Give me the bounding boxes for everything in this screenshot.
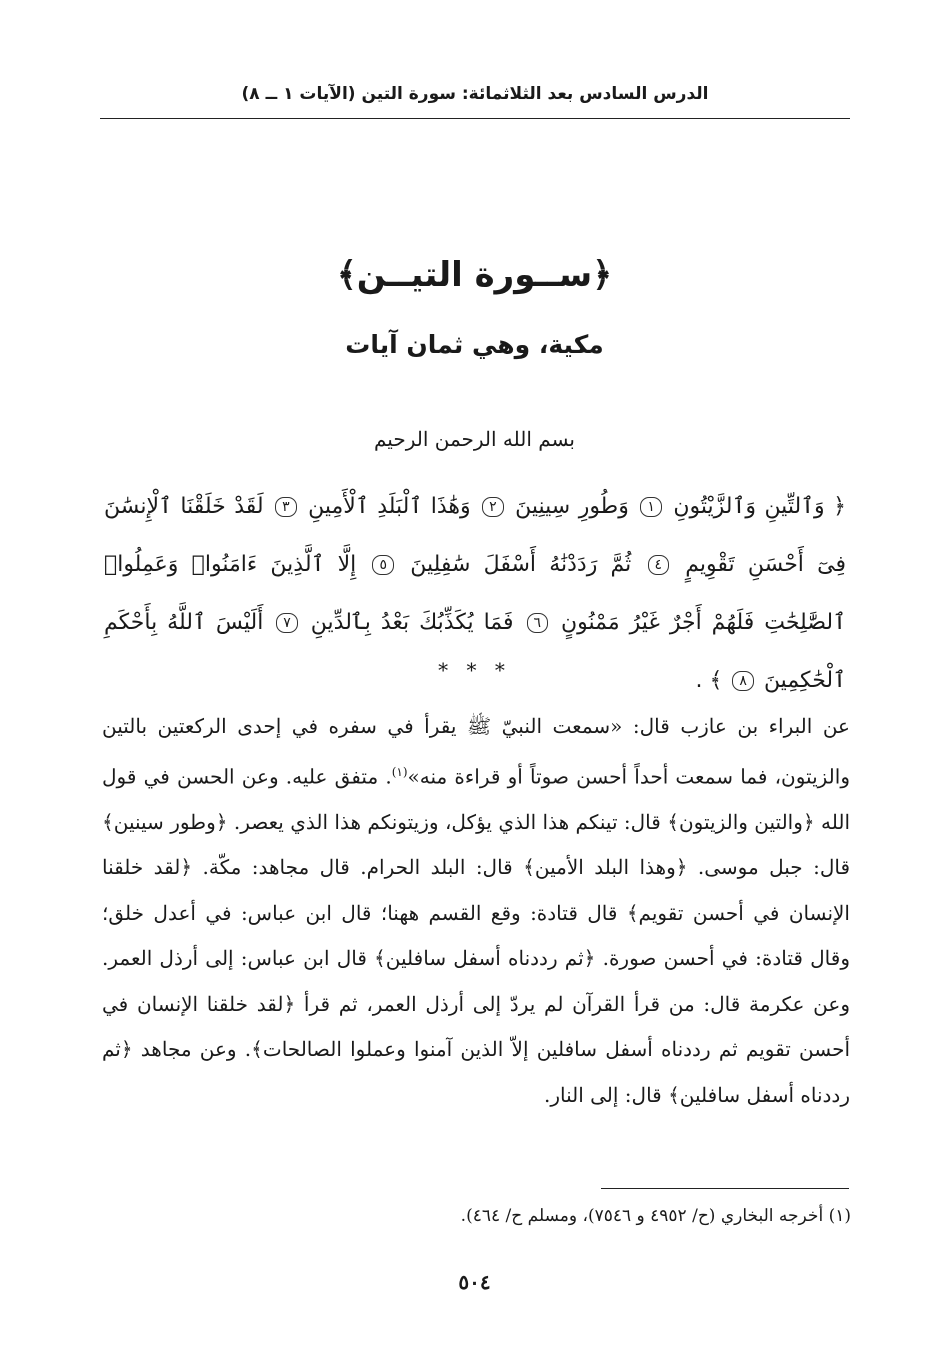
tafsir-text-continued: . متفق عليه. وعن الحسن في قول الله ﴿والتين والزيتون﴾ قال: تينكم هذا الذي يؤكل، وزيتونكم هذا الذي يعصر. ﴿وطور سينين﴾ قال: جبل موسى. ﴿وهذا البلد الأمين﴾ قال: البلد الحرام. قال مجاهد: مكّة. ﴿لقد خلقنا الإنسان في أحسن تقويم﴾ قال قتادة: وقع القسم ههنا؛ قال ابن عباس: في أعدل خلق؛ وقال قتادة: في أحسن صورة. ﴿ثم رددناه أسفل سافلين﴾ قال ابن عباس: إلى أرذل العمر. وعن عكرمة قال: من قرأ القرآن لم يردّ إلى أرذل العمر، ثم قرأ ﴿لقد خلقنا الإنسان في أحسن تقويم ثم رددناه أسفل سافلين إلاّ الذين آمنوا وعملوا الصالحات﴾. وعن مجاهد ﴿ثم رددناه أسفل سافلين﴾ قال: إلى النار. (102, 764, 851, 1107)
verse-close-bracket: ﴾ . (695, 668, 723, 693)
verse-8: أَلَيْسَ ٱللَّهُ بِأَحْكَمِ ٱلْحَٰكِمِينَ (104, 610, 846, 693)
ayah-marker-4: ٤ (648, 555, 670, 575)
verse-3: وَهَٰذَا ٱلْبَلَدِ ٱلْأَمِينِ (308, 494, 471, 519)
footnote-rule (601, 1188, 849, 1189)
verse-7: فَمَا يُكَذِّبُكَ بَعْدُ بِٱلدِّينِ (310, 610, 514, 635)
header-rule (100, 118, 850, 119)
ayah-marker-6: ٦ (527, 613, 549, 633)
page-number: ٥٠٤ (458, 1270, 491, 1294)
verse-5: ثُمَّ رَدَدْنَٰهُ أَسْفَلَ سَٰفِلِينَ (410, 552, 632, 577)
ayah-marker-3: ٣ (275, 497, 297, 517)
basmala: بسم الله الرحمن الرحيم (373, 427, 575, 451)
ayah-marker-8: ٨ (732, 671, 754, 691)
ayah-marker-5: ٥ (372, 555, 394, 575)
footnote-reference: (١) (391, 764, 408, 779)
surah-title: ﴿ســورة التيــن﴾ (336, 255, 613, 295)
verse-2: وَطُورِ سِينِينَ (515, 494, 629, 519)
section-separator: * * * (438, 658, 511, 682)
ayah-marker-2: ٢ (482, 497, 504, 517)
verse-6: إِلَّا ٱلَّذِينَ ءَامَنُوا۟ وَعَمِلُوا۟ ٱلصَّٰلِحَٰتِ فَلَهُمْ أَجْرٌ غَيْرُ مَمْنُونٍ (104, 552, 846, 635)
running-header-title: الدرس السادس بعد الثلاثمائة: سورة التين (الآيات ١ ــ ٨) (241, 84, 709, 104)
verse-4: لَقَدْ خَلَقْنَا ٱلْإِنسَٰنَ فِىٓ أَحْسَنِ تَقْوِيمٍ (104, 494, 846, 577)
footnote: (١) أخرجه البخاري (ح/ ٤٩٥٢ و ٧٥٤٦)، ومسلم ح/ ٤٦٤). (460, 1206, 851, 1226)
ayah-marker-1: ١ (640, 497, 662, 517)
verse-1: وَٱلتِّينِ وَٱلزَّيْتُونِ (673, 494, 825, 519)
surah-subtitle: مكية، وهي ثمان آيات (345, 330, 604, 359)
tafsir-paragraph (102, 704, 850, 1118)
ayah-marker-7: ٧ (276, 613, 298, 633)
verse-open-bracket: ﴿ (833, 494, 847, 519)
tafsir-text-start: عن البراء بن عازب قال: «سمعت النبيّ ﷺ يقرأ في سفره في إحدى الركعتين بالتين والزيتون، فما سمعت أحداً أحسن صوتاً أو قراءة منه» (102, 714, 850, 789)
